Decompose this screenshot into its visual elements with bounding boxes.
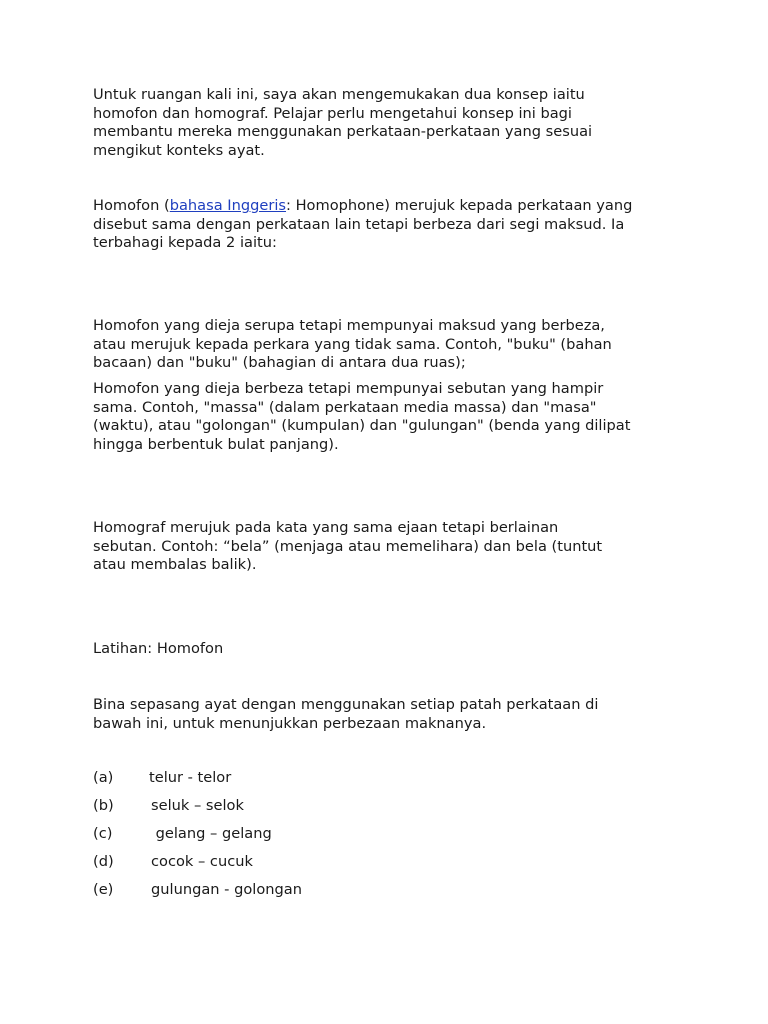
exercise-text: gelang – gelang [151,825,272,842]
homofon-type1-line: Homofon yang dieja serupa tetapi mempunyai maksud yang berbeza, [93,317,605,334]
homograf-paragraph [93,519,683,575]
homofon-type1-paragraph [93,317,683,373]
homofon-type2-line: sama. Contoh, "massa" (dalam perkataan media massa) dan "masa" [93,398,597,416]
exercise-item [93,880,593,900]
exercise-item [93,824,593,844]
intro-line: membantu mereka menggunakan perkataan-perkataan yang sesuai [93,123,593,141]
exercise-marker: (b) [93,797,114,814]
homofon-type2-line: hingga berbentuk bulat panjang). [93,435,339,453]
latihan-title: Latihan: Homofon [93,640,224,657]
intro-line: Untuk ruangan kali ini, saya akan mengemukakan dua konsep iaitu [93,86,585,103]
exercise-text: telur - telor [149,769,232,786]
homofon-prefix: Homofon ( [93,197,170,214]
exercise-marker: (e) [93,881,114,898]
exercise-text: gulungan - golongan [151,881,302,898]
exercise-item [93,796,593,816]
homofon-type2-line: Homofon yang dieja berbeza tetapi mempunyai sebutan yang hampir [93,380,604,397]
homograf-line: Homograf merujuk pada kata yang sama ejaan tetapi berlainan [93,519,559,536]
exercise-item [93,852,593,872]
intro-paragraph [93,86,683,160]
homofon-type2-paragraph [93,380,683,454]
instruction-paragraph [93,696,683,733]
bahasa-inggeris-link[interactable]: bahasa Inggeris [169,197,287,214]
exercise-text: seluk – selok [151,797,244,814]
homofon-definition-line: terbahagi kepada 2 iaitu: [93,234,277,252]
exercise-marker: (d) [93,853,114,870]
instruction-line: bawah ini, untuk menunjukkan perbezaan maknanya. [93,714,487,732]
homofon-type2-line: (waktu), atau "golongan" (kumpulan) dan "gulungan" (benda yang dilipat [93,417,631,435]
exercise-marker: (a) [93,769,114,786]
intro-line: homofon dan homograf. Pelajar perlu mengetahui konsep ini bagi [93,104,572,122]
homofon-type1-line: bacaan) dan "buku" (bahagian di antara dua ruas); [93,354,466,372]
homofon-definition-paragraph [93,197,683,253]
homofon-after-link: : Homophone) merujuk kepada perkataan yang [286,197,633,214]
exercise-item [93,768,593,788]
homograf-line: sebutan. Contoh: “bela” (menjaga atau memelihara) dan bela (tuntut [93,537,603,555]
exercise-text: cocok – cucuk [151,853,253,870]
homofon-type1-line: atau merujuk kepada perkara yang tidak sama. Contoh, "buku" (bahan [93,335,612,353]
homograf-line: atau membalas balik). [93,556,257,574]
homofon-definition-first-line [93,197,683,216]
intro-line: mengikut konteks ayat. [93,141,265,159]
exercise-marker: (c) [93,825,113,842]
instruction-line: Bina sepasang ayat dengan menggunakan setiap patah perkataan di [93,696,599,713]
homofon-definition-line: disebut sama dengan perkataan lain tetapi berbeza dari segi maksud. Ia [93,215,625,233]
